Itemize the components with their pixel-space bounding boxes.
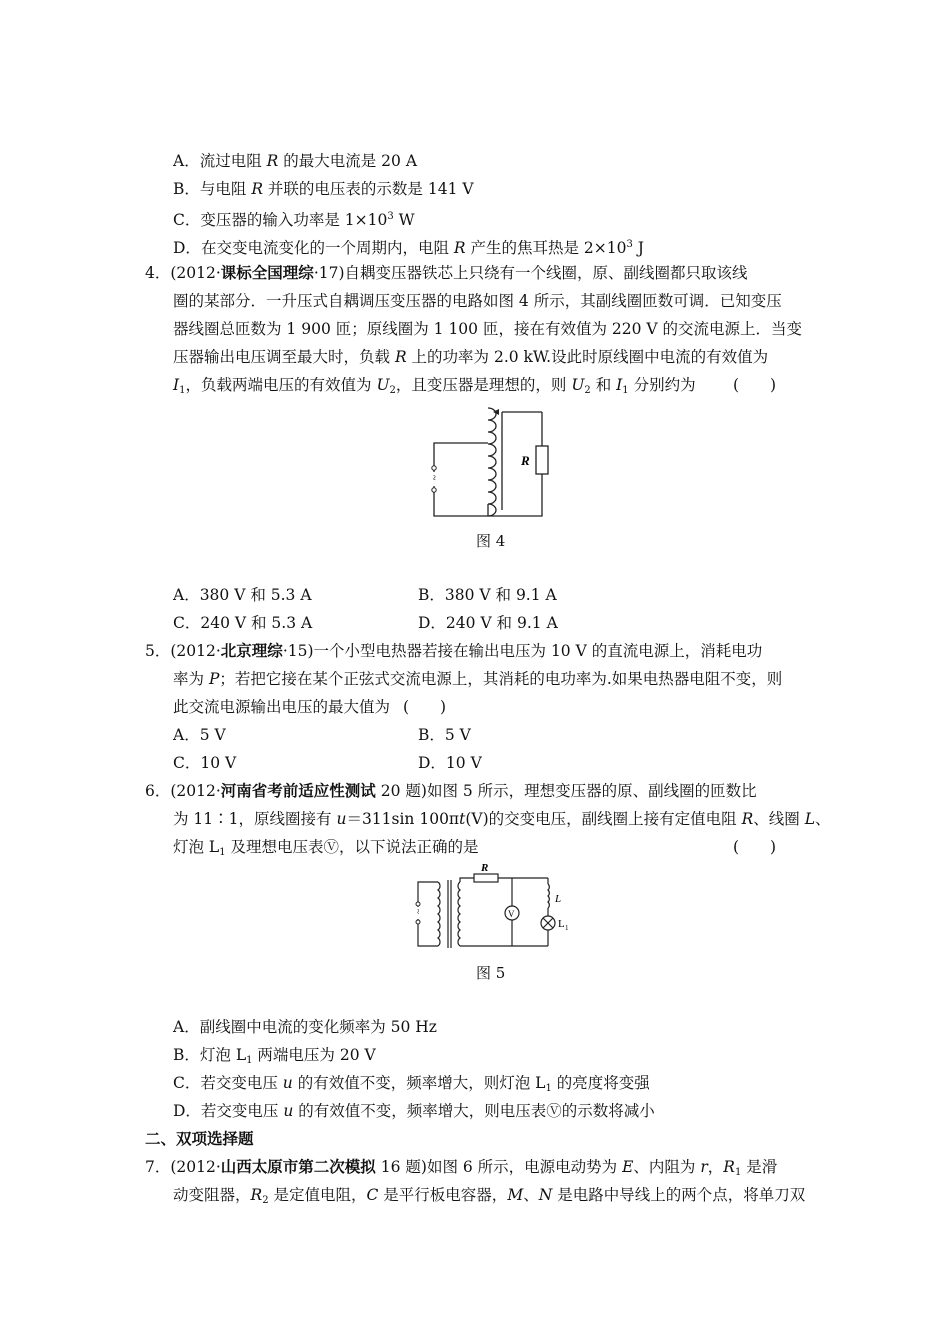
q5-line-2: 率为 P；若把它接在某个正弦式交流电源上，其消耗的电功率为.如果电热器电阻不变，则 bbox=[173, 670, 783, 688]
question-source: 河南省考前适应性测试 bbox=[220, 781, 376, 800]
q3-option-d: D．在交变电流变化的一个周期内，电阻 R 产生的焦耳热是 $2\times 10^3$ J bbox=[173, 239, 644, 257]
q5-option-d: D．10 V bbox=[418, 754, 482, 772]
q3-option-a: A．流过电阻 R 的最大电流是 20 A bbox=[173, 152, 418, 170]
inductor-label: L bbox=[555, 893, 562, 905]
question-number: 4． bbox=[145, 264, 171, 282]
q5-option-a: A．5 V bbox=[173, 726, 226, 744]
ac-source-symbol: ~ bbox=[413, 909, 423, 914]
question-number: 5． bbox=[145, 642, 171, 660]
q4-line-4: 压器输出电压调至最大时，负载 R 上的功率为 2.0 kW.设此时原线圈中电流的有效值为 bbox=[173, 348, 769, 366]
q4-option-a: A．380 V 和 5.3 A bbox=[173, 586, 312, 604]
voltmeter-symbol: V bbox=[508, 909, 515, 919]
resistor-label: R bbox=[481, 862, 489, 874]
question-number: 6． bbox=[145, 782, 171, 800]
q4-line-3: 器线圈总匝数为 1 900 匝；原线圈为 1 100 匝，接在有效值为 220 V 的交流电源上．当变 bbox=[173, 320, 803, 338]
answer-bracket: ( ) bbox=[733, 838, 777, 856]
q5-line-1: 5．(2012·北京理综·15)一个小型电热器若接在输出电压为 10 V 的直流电源上，消耗电功 bbox=[145, 641, 763, 660]
q4-line-5: $I_1$，负载两端电压的有效值为 $U_2$，且变压器是理想的，则 $U_2$ 和 $I_1$ 分别约为 ( ) bbox=[173, 376, 777, 396]
q6-line-2: 为 11∶1，原线圈接有 u＝311sin 100πt(V)的交变电压，副线圈上接有定值电阻 R、线圈 L、 bbox=[173, 810, 831, 828]
q6-option-d: D．若交变电压 u 的有效值不变，频率增大，则电压表Ⓥ的示数将减小 bbox=[173, 1102, 655, 1120]
q7-line-2: 动变阻器，$R_2$ 是定值电阻，C 是平行板电容器，M、N 是电路中导线上的两个点，将单刀双 bbox=[173, 1186, 806, 1206]
q5-line-3: 此交流电源输出电压的最大值为 ( ) bbox=[173, 698, 447, 716]
q4-line-2: 圈的某部分．一升压式自耦调压变压器的电路如图 4 所示，其副线圈匝数可调．已知变压 bbox=[173, 292, 782, 310]
figure-4-caption: 图 4 bbox=[476, 532, 506, 550]
question-source: 山西太原市第二次模拟 bbox=[220, 1157, 376, 1176]
question-number: 7． bbox=[145, 1158, 171, 1176]
figure-5-circuit bbox=[408, 860, 583, 955]
q6-line-3: 灯泡 $L_1$ 及理想电压表Ⓥ，以下说法正确的是 ( ) bbox=[173, 838, 777, 858]
lamp-label: L bbox=[558, 918, 565, 930]
question-source: 课标全国理综 bbox=[220, 263, 314, 282]
section-heading: 二、双项选择题 bbox=[145, 1129, 254, 1148]
question-source: 北京理综 bbox=[220, 641, 283, 660]
q6-option-a: A．副线圈中电流的变化频率为 50 Hz bbox=[173, 1018, 437, 1036]
answer-bracket: ( ) bbox=[733, 376, 777, 394]
ac-source-symbol: ~ bbox=[428, 475, 439, 481]
q5-option-b: B．5 V bbox=[418, 726, 471, 744]
q4-option-c: C．240 V 和 5.3 A bbox=[173, 614, 313, 632]
q6-option-c: C．若交变电压 u 的有效值不变，频率增大，则灯泡 $L_1$ 的亮度将变强 bbox=[173, 1074, 650, 1094]
q6-option-b: B．灯泡 $L_1$ 两端电压为 20 V bbox=[173, 1046, 376, 1066]
q4-option-d: D．240 V 和 9.1 A bbox=[418, 614, 558, 632]
answer-bracket: ( ) bbox=[402, 698, 447, 716]
q3-option-c: C．变压器的输入功率是 $1\times 10^3$ W bbox=[173, 211, 415, 229]
q3-option-b: B．与电阻 R 并联的电压表的示数是 141 V bbox=[173, 180, 474, 198]
resistor-label: R bbox=[521, 453, 530, 468]
q5-option-c: C．10 V bbox=[173, 754, 237, 772]
q7-line-1: 7．(2012·山西太原市第二次模拟 16 题)如图 6 所示，电源电动势为 E、内阻为 r，$R_1$ 是滑 bbox=[145, 1157, 778, 1178]
figure-4-circuit bbox=[420, 398, 560, 523]
lamp-label-sub: 1 bbox=[565, 924, 569, 932]
q6-line-1: 6．(2012·河南省考前适应性测试 20 题)如图 5 所示，理想变压器的原、副线圈的匝数比 bbox=[145, 781, 757, 800]
figure-5-caption: 图 5 bbox=[476, 964, 506, 982]
option-label: A． bbox=[173, 152, 200, 170]
q4-line-1: 4．(2012·课标全国理综·17)自耦变压器铁芯上只绕有一个线圈，原、副线圈都只取该线 bbox=[145, 263, 748, 282]
q4-option-b: B．380 V 和 9.1 A bbox=[418, 586, 557, 604]
